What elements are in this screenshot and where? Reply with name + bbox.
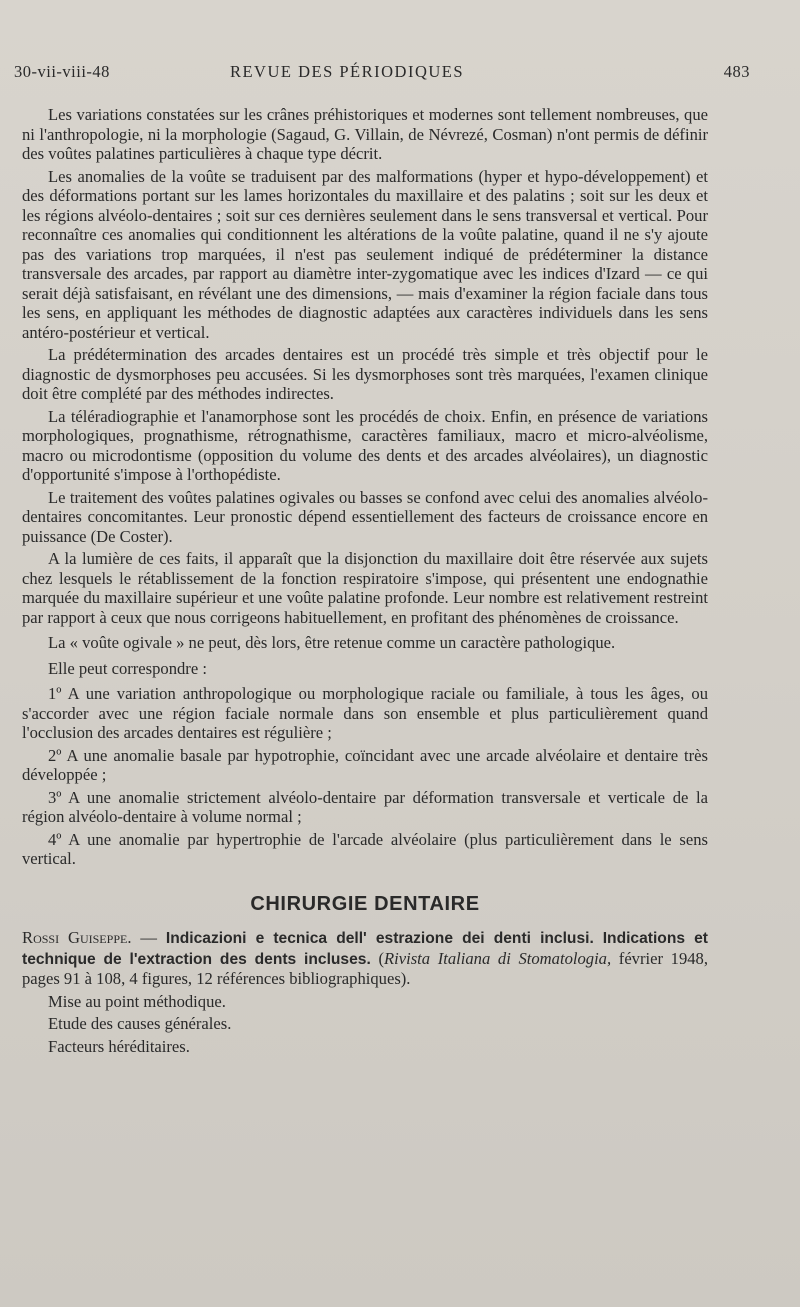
- reference-journal: Rivista Italiana di Stomatologia,: [383, 948, 612, 968]
- running-header: [14, 62, 750, 86]
- paragraph: Les variations constatées sur les crânes préhistoriques et modernes sont tellement nombreuses, que ni l'anthropologie, ni la morphologie (Sagaud, G. Villain, de Névrezé, Cosman) n'ont permis de définir des voûtes palatines particulières à chaque type décrit.: [22, 105, 708, 163]
- list-item: Mise au point méthodique.: [48, 991, 226, 1011]
- paragraph: La prédétermination des arcades dentaires est un procédé très simple et très objectif pour le diagnostic de dysmorphoses peu accusées. Si les dysmorphoses sont très marquées, l'examen clinique doit être complété par des méthodes indirectes.: [22, 345, 708, 403]
- reference-title-italian: Indicazioni e tecnica dell' estrazione dei denti inclusi.: [165, 930, 594, 947]
- reference-details: février 1948, pages 91 à 108, 4 figures, 12 références bibliographiques).: [22, 948, 708, 988]
- list-item: 3º A une anomalie strictement alvéolo-dentaire par déformation transversale et verticale de la région alvéolo-dentaire à volume normal ;: [22, 787, 708, 826]
- journal-title: REVUE DES PÉRIODIQUES: [229, 62, 465, 81]
- paragraph: Elle peut correspondre :: [48, 658, 207, 678]
- paragraph: La « voûte ogivale » ne peut, dès lors, être retenue comme un caractère pathologique.: [48, 633, 616, 652]
- bibliographic-reference: [22, 928, 708, 989]
- article-body: [22, 105, 708, 1059]
- page-number: 483: [723, 62, 750, 81]
- paragraph: Les anomalies de la voûte se traduisent par des malformations (hyper et hypo-développement) et des déformations portant sur les lames horizontales du maxillaire et des palatins ; soit sur les deux et les régions alvéolo-dentaires ; soit sur ces dernières seulement dans le sens transversal et vertical. Pour reconnaître ces anomalies qui conditionnent les altérations de la voûte palatine, quand il ne s'y ajoute pas des variations trop marquées, il n'est pas seulement indiqué de prédéterminer la distance transversale des arcades, par rapport au diamètre inter-zygomatique avec les indices d'Izard — ce qui serait déjà satisfaisant, en révélant une des dimensions, — mais d'examiner la région faciale dans tous les sens, en appliquant les méthodes de diagnostic adaptées aux caractères individuels dans les sens antéro-postérieur et vertical.: [22, 166, 708, 342]
- paragraph: A la lumière de ces faits, il apparaît que la disjonction du maxillaire doit être réservée aux sujets chez lesquels le rétablissement de la fonction respiratoire s'impose, qui présentent une endognathie marquée du maxillaire supérieur et une voûte palatine profonde. Leur nombre est relativement restreint par rapport à ceux que nous corrigeons habituellement, en profitant des phénomènes de croissance.: [22, 549, 708, 627]
- section-title: CHIRURGIE DENTAIRE: [250, 892, 480, 915]
- list-item: Etude des causes générales.: [48, 1014, 232, 1033]
- reference-author: Rossi Guiseppe.: [22, 928, 132, 947]
- reference-open: (: [370, 948, 384, 968]
- paragraph: Le traitement des voûtes palatines ogivales ou basses se confond avec celui des anomalies alvéolo-dentaires concomitantes. Leur pronostic dépend essentiellement des facteurs de croissance encore en puissance (De Coster).: [22, 487, 708, 546]
- header-date: 30-vii-viii-48: [14, 62, 110, 81]
- list-item: Facteurs héréditaires.: [48, 1036, 190, 1056]
- list-item: 4º A une anomalie par hypertrophie de l'arcade alvéolaire (plus particulièrement dans le sens vertical.: [22, 829, 708, 868]
- paragraph: La téléradiographie et l'anamorphose sont les procédés de choix. Enfin, en présence de variations morphologiques, prognathisme, rétrognathisme, caractères familiaux, macro et micro-alvéolisme, macro ou microdontisme (opposition du volume des dents et des arcades alvéolaires), un diagnostic d'opportunité s'impose à l'orthopédiste.: [22, 406, 708, 484]
- reference-title-french: Indications et technique de l'extraction des dents incluses.: [22, 930, 708, 968]
- reference-dash: —: [131, 928, 166, 947]
- list-item: 1º A une variation anthropologique ou morphologique raciale ou familiale, à tous les âges, ou s'accorder avec une région faciale normale dans son ensemble et plus particulièrement quand l'occlusion des arcades dentaires est régulière ;: [22, 684, 708, 742]
- list-item: 2º A une anomalie basale par hypotrophie, coïncidant avec une arcade alvéolaire et dentaire très développée ;: [22, 745, 708, 784]
